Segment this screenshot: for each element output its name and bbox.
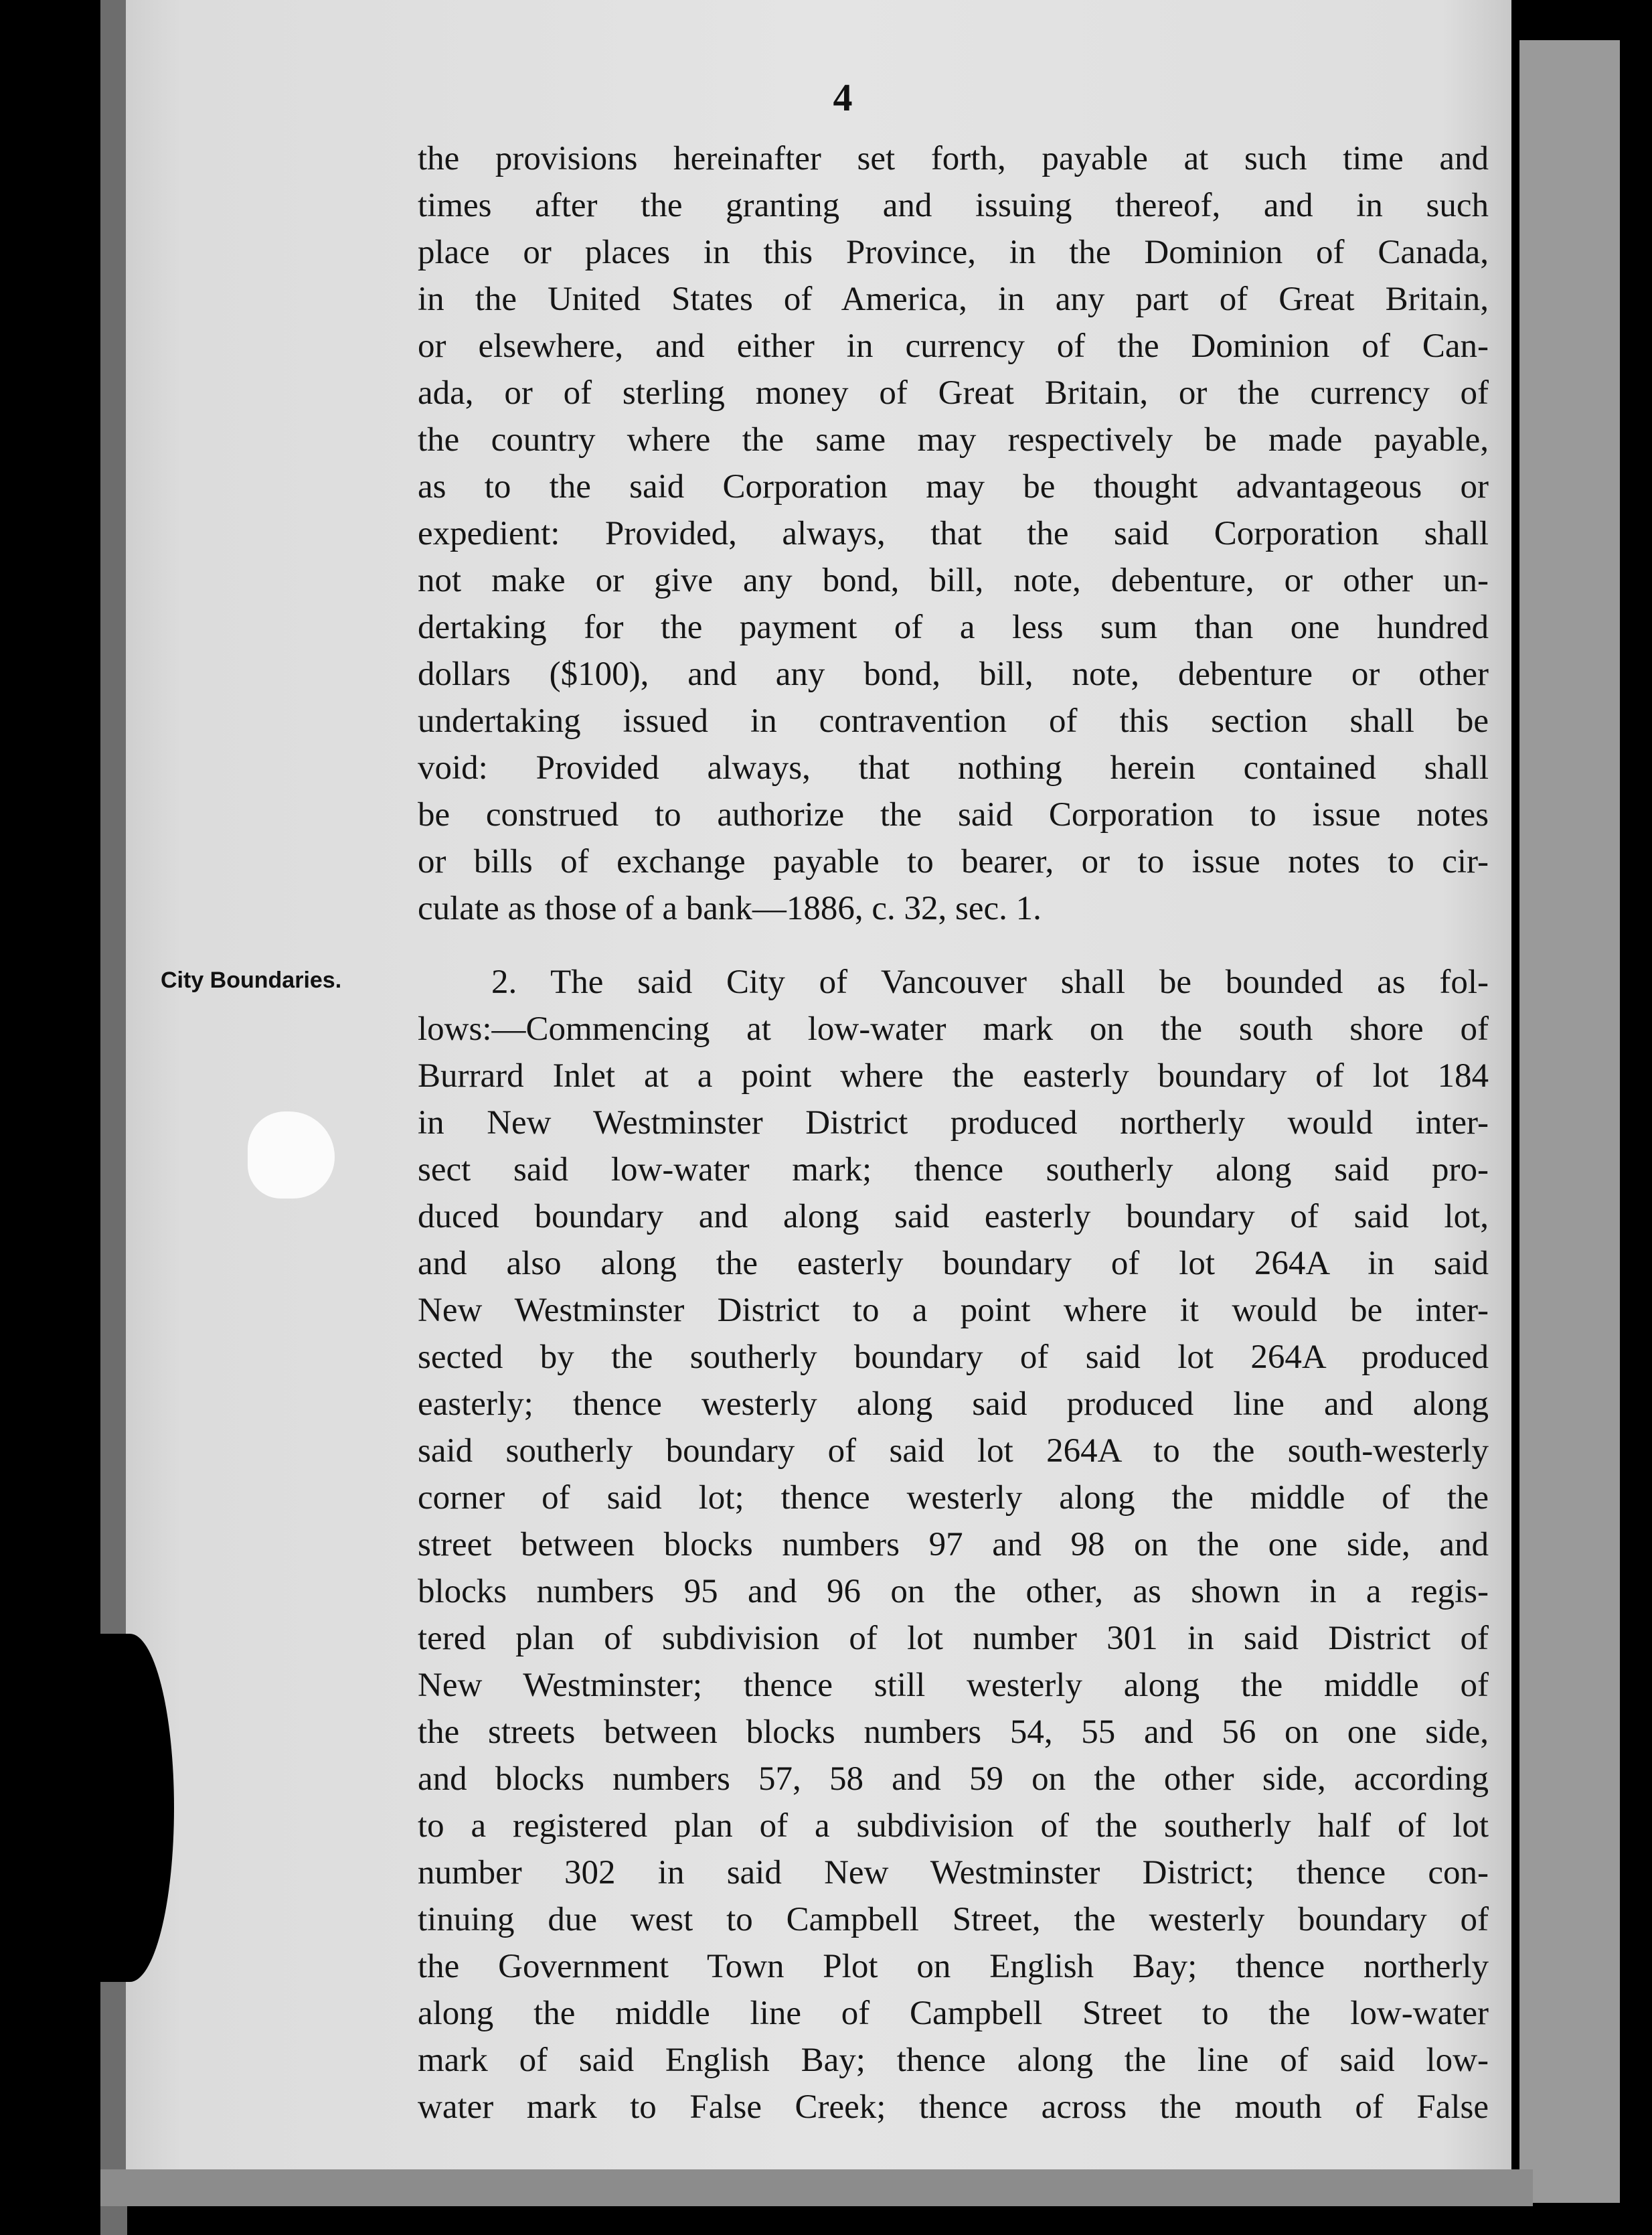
page-number: 4 [833, 76, 853, 119]
text-line: 2. The said City of Vancouver shall be bounded as fol- [491, 964, 1489, 1001]
text-line: mark of said English Bay; thence along the line of said low- [418, 2041, 1489, 2079]
text-line: blocks numbers 95 and 96 on the other, as shown in a regis- [418, 1573, 1489, 1610]
body-text [418, 135, 1489, 2131]
text-line: Burrard Inlet at a point where the easterly boundary of lot 184 [418, 1057, 1489, 1095]
text-line: the Government Town Plot on English Bay; thence northerly [418, 1948, 1489, 1985]
text-line: place or places in this Province, in the Dominion of Canada, [418, 234, 1489, 271]
text-line: duced boundary and along said easterly boundary of said lot, [418, 1198, 1489, 1235]
text-line: tinuing due west to Campbell Street, the westerly boundary of [418, 1901, 1489, 1938]
text-line: void: Provided always, that nothing herein contained shall [418, 749, 1489, 787]
paragraph-city-boundaries [418, 959, 1489, 2131]
text-line: New Westminster District to a point where it would be inter- [418, 1292, 1489, 1329]
margin-note-city-boundaries: City Boundaries. [161, 968, 342, 993]
text-line: or bills of exchange payable to bearer, or to issue notes to cir- [418, 843, 1489, 880]
text-line: along the middle line of Campbell Street to the low-water [418, 1995, 1489, 2032]
text-line: the country where the same may respectively be made payable, [418, 421, 1489, 459]
text-line: easterly; thence westerly along said produced line and along [418, 1385, 1489, 1423]
text-line: and also along the easterly boundary of lot 264A in said [418, 1245, 1489, 1282]
scan-bottom-edge [100, 2169, 1533, 2206]
text-line: dollars ($100), and any bond, bill, note, debenture or other [418, 656, 1489, 693]
text-line: be construed to authorize the said Corporation to issue notes [418, 796, 1489, 834]
text-line: as to the said Corporation may be thought advantageous or [418, 468, 1489, 506]
text-line: New Westminster; thence still westerly along the middle of [418, 1667, 1489, 1704]
text-line: street between blocks numbers 97 and 98 on the one side, and [418, 1526, 1489, 1563]
text-line: in New Westminster District produced northerly would inter- [418, 1104, 1489, 1142]
paragraph-gap [418, 932, 1489, 959]
text-line: number 302 in said New Westminster District; thence con- [418, 1854, 1489, 1892]
text-line: the provisions hereinafter set forth, payable at such time and [418, 140, 1489, 177]
text-line: sect said low-water mark; thence southerly along said pro- [418, 1151, 1489, 1188]
text-line: lows:—Commencing at low-water mark on the south shore of [418, 1010, 1489, 1048]
text-line: or elsewhere, and either in currency of the Dominion of Can- [418, 327, 1489, 365]
text-line: said southerly boundary of said lot 264A to the south-westerly [418, 1432, 1489, 1470]
text-line: expedient: Provided, always, that the said Corporation shall [418, 515, 1489, 552]
text-line: times after the granting and issuing thereof, and in such [418, 187, 1489, 224]
paper-stain [248, 1111, 335, 1199]
paragraph-provisions [418, 135, 1489, 932]
scan-right-edge [1519, 40, 1620, 2203]
text-line: sected by the southerly boundary of said lot 264A produced [418, 1338, 1489, 1376]
text-line: and blocks numbers 57, 58 and 59 on the other side, according [418, 1760, 1489, 1798]
text-line: ada, or of sterling money of Great Britain, or the currency of [418, 374, 1489, 412]
text-line: tered plan of subdivision of lot number 301 in said District of [418, 1620, 1489, 1657]
text-line: in the United States of America, in any part of Great Britain, [418, 281, 1489, 318]
text-line: undertaking issued in contravention of this section shall be [418, 702, 1489, 740]
text-line: dertaking for the payment of a less sum than one hundred [418, 609, 1489, 646]
text-line: corner of said lot; thence westerly along the middle of the [418, 1479, 1489, 1517]
text-line: water mark to False Creek; thence across the mouth of False [418, 2088, 1489, 2126]
text-line: culate as those of a bank—1886, c. 32, sec. 1. [418, 890, 1042, 927]
text-line: not make or give any bond, bill, note, debenture, or other un- [418, 562, 1489, 599]
text-line: to a registered plan of a subdivision of the southerly half of lot [418, 1807, 1489, 1845]
text-line: the streets between blocks numbers 54, 55 and 56 on one side, [418, 1713, 1489, 1751]
